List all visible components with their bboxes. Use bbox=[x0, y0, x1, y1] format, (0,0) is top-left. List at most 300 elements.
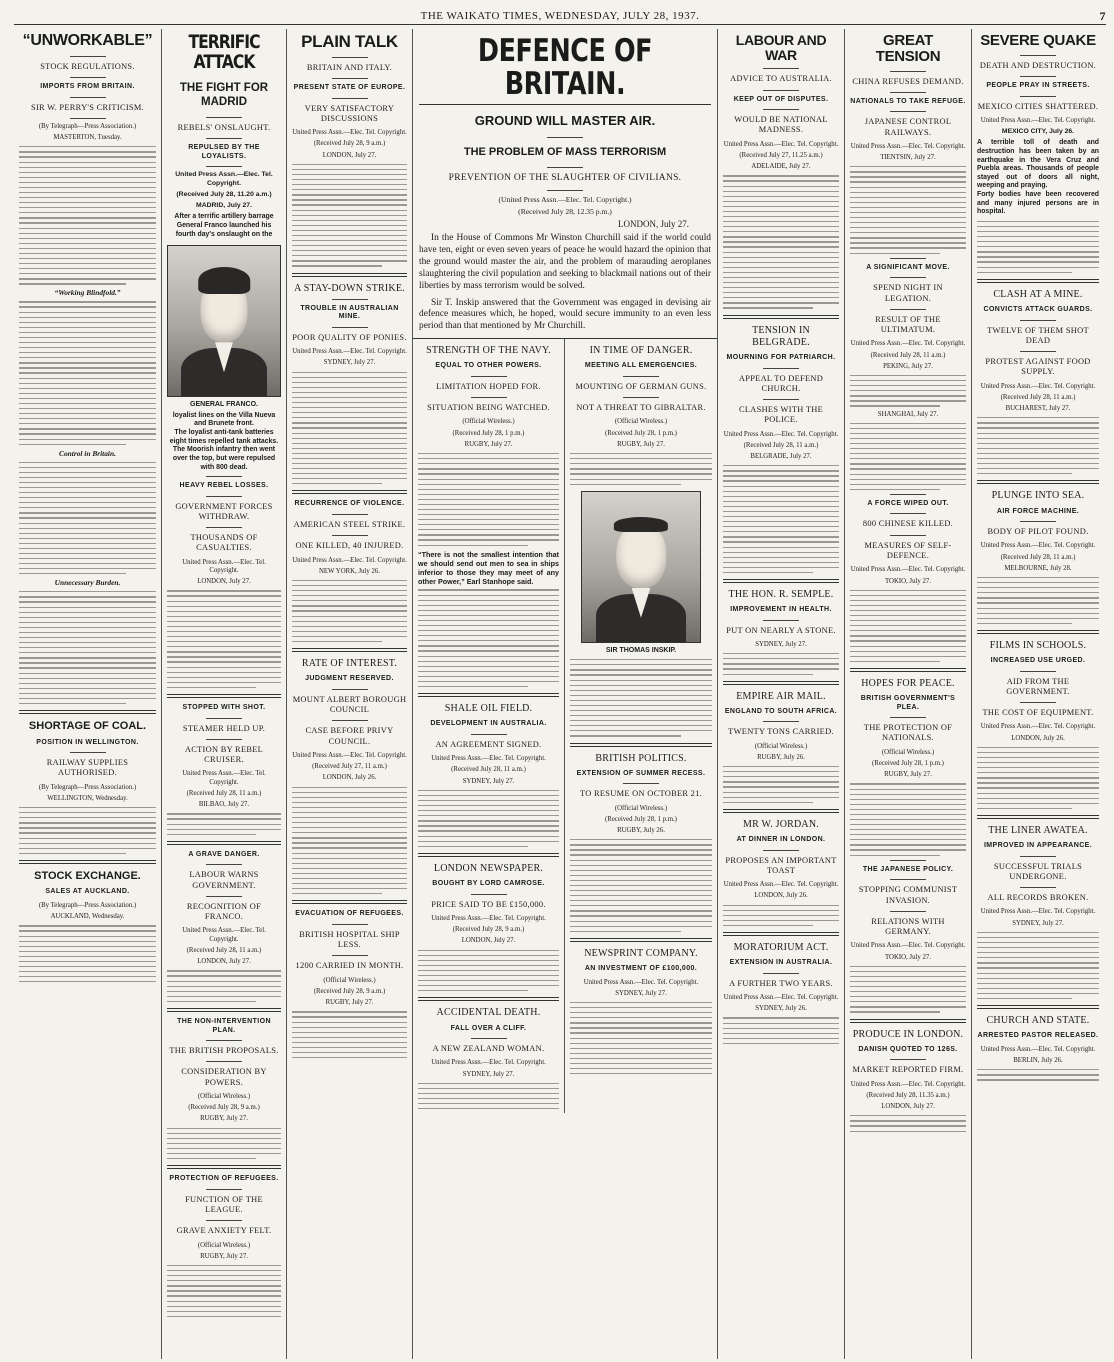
deck: EXTENSION IN AUSTRALIA. bbox=[729, 959, 833, 967]
headline-hopes-for-peace: HOPES FOR PEACE. bbox=[861, 677, 955, 689]
deck: MOUNTING OF GERMAN GUNS. bbox=[575, 381, 707, 391]
lead-article bbox=[413, 233, 717, 333]
article-text bbox=[723, 175, 839, 308]
dateline: BILBAO, July 27. bbox=[198, 801, 250, 809]
credit-line: United Press Assn.—Elec. Tel. Copyright. bbox=[850, 566, 966, 574]
credit-line: United Press Assn.—Elec. Tel. Copyright. bbox=[723, 994, 839, 1002]
headline-liner-awatea: THE LINER AWATEA. bbox=[988, 824, 1088, 836]
received-line: (Received July 28, 11 a.m.) bbox=[1000, 393, 1076, 401]
subheading: Control in Britain. bbox=[59, 448, 116, 458]
deck: THE PROTECTION OF NATIONALS. bbox=[863, 723, 953, 743]
article-text bbox=[570, 453, 712, 485]
deck: IMPROVEMENT IN HEALTH. bbox=[730, 606, 832, 614]
deck: EQUAL TO OTHER POWERS. bbox=[435, 362, 542, 370]
credit-line: United Press Assn.—Elec. Tel. Copyright. bbox=[723, 881, 839, 889]
article-text bbox=[19, 925, 156, 982]
deck: ALL RECORDS BROKEN. bbox=[987, 893, 1089, 903]
deck: CLASHES WITH THE POLICE. bbox=[738, 405, 824, 425]
article-text bbox=[418, 950, 559, 992]
dateline: BELGRADE, July 27. bbox=[750, 453, 812, 461]
headline-coal: SHORTAGE OF COAL. bbox=[28, 720, 147, 733]
column-1 bbox=[14, 29, 162, 1359]
article-text bbox=[19, 301, 156, 444]
deck: STOPPING COMMUNIST INVASION. bbox=[858, 885, 958, 905]
deck: MEASURES OF SELF-DEFENCE. bbox=[864, 540, 952, 560]
headline-strength-of-navy: STRENGTH OF THE NAVY. bbox=[426, 345, 551, 357]
deck: PROPOSES AN IMPORTANT TOAST bbox=[725, 855, 837, 875]
deck: DEVELOPMENT IN AUSTRALIA. bbox=[430, 720, 547, 728]
article-text bbox=[723, 653, 839, 675]
deck: BRITISH GOVERNMENT'S PLEA. bbox=[860, 695, 956, 711]
dateline: LONDON, July 27. bbox=[618, 219, 689, 230]
headline-accidental-death: ACCIDENTAL DEATH. bbox=[436, 1007, 541, 1019]
deck: BRITISH HOSPITAL SHIP LESS. bbox=[299, 929, 400, 950]
dateline: RUGBY, July 27. bbox=[200, 1252, 248, 1260]
article-text bbox=[850, 966, 966, 1013]
dateline: LONDON, July 27. bbox=[881, 1103, 935, 1111]
deck: IMPORTS FROM BRITAIN. bbox=[40, 83, 135, 91]
dateline: LONDON, July 26. bbox=[322, 774, 377, 782]
credit-line: (Official Wireless.) bbox=[323, 976, 376, 984]
article-text bbox=[570, 1002, 712, 1074]
deck: MOURNING FOR PATRIARCH. bbox=[726, 353, 836, 361]
portrait-photo bbox=[581, 491, 701, 643]
deck: JAPANESE CONTROL RAILWAYS. bbox=[864, 117, 952, 137]
article-text bbox=[19, 807, 156, 854]
dateline: BUCHAREST, July 27. bbox=[1005, 405, 1071, 413]
deck: GROUND WILL MASTER AIR. bbox=[474, 113, 656, 129]
subheading: “Working Blindfold.” bbox=[54, 288, 121, 298]
lead-paragraph: In the House of Commons Mr Winston Churchill said if the world could have ten, eight or even seven years of peace he would hazard the opinion that the ground would master the air, and the problem of marauding aeroplanes slaughtering the civil population and seeking to blackmail nations out of their liberties by mass terrorism would be solved. bbox=[419, 233, 711, 291]
deck: PREVENTION OF THE SLAUGHTER OF CIVILIANS. bbox=[448, 173, 682, 184]
credit-line: (United Press Assn.—Elec. Tel. Copyright.) bbox=[498, 194, 632, 204]
headline-moratorium: MORATORIUM ACT. bbox=[733, 942, 829, 954]
deck: FALL OVER A CLIFF. bbox=[450, 1024, 527, 1032]
received-line: (Received July 28, 11.20 a.m.) bbox=[176, 190, 272, 198]
deck: A FORCE WIPED OUT. bbox=[867, 499, 949, 507]
deck: LIMITATION HOPED FOR. bbox=[436, 381, 541, 391]
received-line: (Received July 28, 11 a.m.) bbox=[451, 766, 526, 774]
credit-line: United Press Assn.—Elec. Tel. Copyright. bbox=[980, 542, 1096, 550]
headline-british-politics: BRITISH POLITICS. bbox=[595, 752, 687, 764]
dateline: MASTERTON, Tuesday. bbox=[53, 134, 122, 142]
deck: AN AGREEMENT SIGNED. bbox=[435, 739, 542, 749]
masthead-line: THE WAIKATO TIMES, WEDNESDAY, JULY 28, 1937. bbox=[420, 10, 700, 22]
headline-plain-talk: PLAIN TALK bbox=[301, 32, 398, 51]
article-text bbox=[977, 221, 1099, 273]
article-text bbox=[850, 783, 966, 855]
deck: INCREASED USE URGED. bbox=[990, 657, 1086, 665]
article-text bbox=[418, 453, 559, 546]
credit-line: United Press Assn.—Elec. Tel. Copyright. bbox=[980, 723, 1096, 731]
received-line: (Received July 28, 11 a.m.) bbox=[1000, 553, 1076, 561]
deck: NATIONALS TO TAKE REFUGE. bbox=[850, 97, 966, 105]
headline-severe-quake: SEVERE QUAKE bbox=[980, 32, 1096, 49]
received-line: (Received July 28, 11 a.m.) bbox=[870, 351, 946, 359]
column-7 bbox=[972, 29, 1104, 1359]
deck: THE FIGHT FOR MADRID bbox=[179, 81, 269, 108]
headline-stay-down-strike: A STAY-DOWN STRIKE. bbox=[294, 282, 405, 294]
credit-line: United Press Assn.—Elec. Tel. Copyright. bbox=[723, 140, 839, 148]
deck: PRICE SAID TO BE £150,000. bbox=[431, 899, 546, 909]
dateline: LONDON, July 27. bbox=[197, 958, 251, 966]
deck: A SIGNIFICANT MOVE. bbox=[866, 263, 950, 271]
dateline: LONDON, July 27. bbox=[322, 151, 377, 159]
deck: MOUNT ALBERT BOROUGH COUNCIL bbox=[292, 694, 407, 715]
article-text bbox=[977, 1069, 1099, 1080]
credit-line: United Press Assn.—Elec. Tel. Copyright. bbox=[292, 129, 407, 137]
credit-line: (By Telegraph—Press Association.) bbox=[38, 122, 137, 130]
article-text bbox=[19, 591, 156, 704]
deck: VERY SATISFACTORY DISCUSSIONS bbox=[304, 103, 395, 123]
dateline: SYDNEY, July 27. bbox=[615, 989, 667, 997]
article-text bbox=[167, 813, 281, 835]
deck: A NEW ZEALAND WOMAN. bbox=[432, 1044, 545, 1054]
deck: 1200 CARRIED IN MONTH. bbox=[295, 961, 404, 971]
column-2 bbox=[162, 29, 287, 1359]
article-text bbox=[723, 905, 839, 927]
credit-line: (By Telegraph—Press Association.) bbox=[38, 901, 137, 909]
dateline: AUCKLAND, Wednesday. bbox=[50, 913, 125, 921]
deck: STOCK REGULATIONS. bbox=[40, 61, 135, 71]
pull-quote: “There is not the smallest intention that we should send out men to sea in ships inferior to those they may meet of any other Power,” Earl Stanhope said. bbox=[418, 549, 559, 586]
article-text bbox=[723, 766, 839, 803]
deck: AT DINNER IN LONDON. bbox=[736, 836, 826, 844]
credit-line: (Official Wireless.) bbox=[614, 804, 668, 812]
deck: AID FROM THE GOVERNMENT. bbox=[1006, 676, 1070, 696]
article-text bbox=[723, 1017, 839, 1044]
dateline: RUGBY, July 27. bbox=[464, 440, 513, 448]
deck: GOVERNMENT FORCES WITHDRAW. bbox=[175, 501, 273, 521]
article-text bbox=[292, 787, 407, 895]
deck: CONSIDERATION BY POWERS. bbox=[181, 1067, 267, 1087]
received-line: (Received July 28, 9 a.m.) bbox=[313, 987, 386, 995]
lead-subcolumns bbox=[413, 338, 717, 1113]
dateline: LONDON, July 26. bbox=[1011, 734, 1065, 742]
credit-line: United Press Assn.—Elec. Tel. Copyright. bbox=[182, 927, 266, 943]
article-text bbox=[167, 1128, 281, 1160]
headline-plunge-into-sea: PLUNGE INTO SEA. bbox=[991, 490, 1085, 502]
deck: PUT ON NEARLY A STONE. bbox=[726, 625, 836, 635]
received-line: (Received July 27, 11.25 a.m.) bbox=[739, 151, 823, 159]
credit-line: United Press Assn.—Elec. Tel. Copyright. bbox=[182, 558, 266, 574]
dateline: LONDON, July 26. bbox=[754, 892, 808, 900]
deck: RAILWAY SUPPLIES AUTHORISED. bbox=[46, 758, 129, 778]
headline-tension-in-belgrade: TENSION IN BELGRADE. bbox=[752, 324, 810, 348]
dateline: MEXICO CITY, July 26. bbox=[1001, 128, 1075, 136]
deck: MEETING ALL EMERGENCIES. bbox=[584, 362, 698, 370]
article-text bbox=[292, 580, 407, 642]
credit-line: United Press Assn.—Elec. Tel. Copyright. bbox=[292, 556, 407, 564]
dateline: MADRID, July 27. bbox=[196, 202, 252, 210]
credit-line: United Press Assn.—Elec. Tel. Copyright. bbox=[980, 1045, 1096, 1053]
article-text bbox=[850, 375, 966, 407]
deck: GRAVE ANXIETY FELT. bbox=[176, 1226, 272, 1236]
article-text bbox=[19, 462, 156, 575]
deck: APPEAL TO DEFEND CHURCH. bbox=[738, 373, 824, 393]
deck: IMPROVED IN APPEARANCE. bbox=[983, 842, 1093, 850]
credit-line: United Press Assn.—Elec. Tel. Copyright. bbox=[431, 1059, 546, 1067]
deck: A GRAVE DANGER. bbox=[188, 850, 260, 858]
dateline: SYDNEY, July 27. bbox=[755, 641, 807, 649]
lead-paragraph: A terrible toll of death and destruction has been taken by an earthquake in the Vera Cruz and Puebla areas. Thousands of people stayed out of doors all night, weeping and praying. bbox=[977, 139, 1099, 190]
article-text bbox=[723, 465, 839, 573]
received-line: (Received July 27, 11 a.m.) bbox=[312, 763, 387, 771]
deck: STOPPED WITH SHOT. bbox=[182, 704, 266, 712]
credit-line: United Press Assn.—Elec. Tel. Copyright. bbox=[850, 1080, 966, 1088]
credit-line: United Press Assn.—Elec. Tel. Copyright. bbox=[723, 430, 839, 438]
dateline: TIENTSIN, July 27. bbox=[880, 154, 936, 162]
article-text bbox=[418, 589, 559, 687]
deck: CHINA REFUSES DEMAND. bbox=[852, 76, 964, 86]
dateline: WELLINGTON, Wednesday. bbox=[47, 794, 128, 802]
credit-line: (Official Wireless.) bbox=[754, 742, 808, 750]
dateline: TOKIO, July 27. bbox=[885, 953, 931, 961]
article-text bbox=[19, 146, 156, 284]
subcolumn-left bbox=[413, 339, 565, 1113]
deck: PROTECTION OF REFUGEES. bbox=[169, 1175, 279, 1183]
dateline: RUGBY, July 27. bbox=[200, 1115, 248, 1123]
dateline: ADELAIDE, July 27. bbox=[751, 163, 811, 171]
deck: MARKET REPORTED FIRM. bbox=[852, 1065, 964, 1075]
lead-paragraph: After a terrific artillery barrage General Franco launched his fourth day's onslaught on the bbox=[174, 213, 274, 238]
deck: LABOUR WARNS GOVERNMENT. bbox=[189, 870, 259, 890]
received-line: (Received July 28, 1 p.m.) bbox=[872, 759, 944, 767]
deck: POOR QUALITY OF PONIES. bbox=[292, 332, 407, 342]
headline-unworkable: “UNWORKABLE” bbox=[22, 32, 153, 49]
deck: REBELS' ONSLAUGHT. bbox=[177, 122, 271, 132]
headline-stock-exchange: STOCK EXCHANGE. bbox=[34, 869, 141, 882]
deck: POSITION IN WELLINGTON. bbox=[36, 738, 139, 746]
deck: TWENTY TONS CARRIED. bbox=[728, 727, 834, 737]
deck: ACTION BY REBEL CRUISER. bbox=[184, 744, 264, 765]
dateline: RUGBY, July 27. bbox=[617, 440, 665, 448]
dateline: NEW YORK, July 26. bbox=[319, 567, 380, 575]
headline-newsprint-company: NEWSPRINT COMPANY. bbox=[584, 947, 698, 959]
received-line: (Received July 28, 11 a.m.) bbox=[743, 441, 819, 449]
deck: TWELVE OF THEM SHOT DEAD bbox=[987, 325, 1089, 345]
received-line: (Received July 28, 1 p.m.) bbox=[452, 429, 525, 437]
dateline: SYDNEY, July 27. bbox=[323, 359, 376, 367]
credit-line: United Press Assn.—Elec. Tel. Copyright. bbox=[850, 142, 966, 150]
credit-line: United Press Assn.—Elec. Tel. Copyright. bbox=[583, 978, 699, 986]
headline-semple: THE HON. R. SEMPLE. bbox=[728, 589, 834, 601]
dateline: SYDNEY, July 26. bbox=[755, 1005, 807, 1013]
deck: AN INVESTMENT OF £100,000. bbox=[584, 965, 698, 973]
headline-empire-air-mail: EMPIRE AIR MAIL. bbox=[736, 690, 826, 702]
article-text bbox=[977, 577, 1099, 624]
deck: JUDGMENT RESERVED. bbox=[305, 675, 394, 683]
headline-london-newspaper: LONDON NEWSPAPER. bbox=[433, 862, 544, 874]
headline-clash-at-mine: CLASH AT A MINE. bbox=[993, 288, 1083, 300]
column-3 bbox=[287, 29, 413, 1359]
article-text bbox=[292, 164, 407, 267]
dateline: BERLIN, July 26. bbox=[1013, 1057, 1063, 1065]
lead-paragraph: The loyalist anti-tank batteries eight times repelled tank attacks. The Moorish infantry then went over the top, but were repulsed with 800 dead. bbox=[169, 429, 279, 471]
column-5 bbox=[718, 29, 845, 1359]
deck: ENGLAND TO SOUTH AFRICA. bbox=[724, 707, 838, 715]
credit-line: United Press Assn.—Elec. Tel. Copyright. bbox=[182, 770, 266, 786]
deck: SALES AT AUCKLAND. bbox=[45, 888, 130, 896]
article-text bbox=[850, 166, 966, 254]
credit-line: (Official Wireless.) bbox=[197, 1092, 251, 1100]
deck: FUNCTION OF THE LEAGUE. bbox=[185, 1194, 263, 1215]
deck: A FURTHER TWO YEARS. bbox=[729, 978, 833, 988]
deck: HEAVY REBEL LOSSES. bbox=[179, 482, 269, 490]
article-text bbox=[292, 1011, 407, 1058]
deck: TO RESUME ON OCTOBER 21. bbox=[579, 789, 703, 799]
dateline: LONDON, July 27. bbox=[461, 937, 516, 945]
deck: THE BRITISH PROPOSALS. bbox=[169, 1046, 279, 1056]
credit-line: United Press Assn.—Elec. Tel. Copyright. bbox=[980, 382, 1096, 390]
deck: SITUATION BEING WATCHED. bbox=[427, 403, 550, 413]
dateline: SYDNEY, July 27. bbox=[1012, 919, 1064, 927]
dateline: RUGBY, July 27. bbox=[325, 999, 374, 1007]
article-text bbox=[977, 932, 1099, 999]
credit-line: (Official Wireless.) bbox=[462, 418, 515, 426]
deck: DEATH AND DESTRUCTION. bbox=[979, 60, 1097, 70]
deck: RECOGNITION OF FRANCO. bbox=[186, 901, 262, 922]
article-text bbox=[977, 417, 1099, 474]
photo-caption: GENERAL FRANCO. bbox=[190, 401, 258, 409]
headline-church-and-state: CHURCH AND STATE. bbox=[986, 1015, 1090, 1027]
article-text bbox=[292, 372, 407, 485]
deck: PRESENT STATE OF EUROPE. bbox=[293, 84, 406, 92]
deck: ONE KILLED, 40 INJURED. bbox=[295, 541, 404, 551]
credit-line: (Official Wireless.) bbox=[197, 1241, 251, 1249]
article-text bbox=[167, 1265, 281, 1317]
deck: MEXICO CITIES SHATTERED. bbox=[977, 101, 1099, 111]
deck: EVACUATION OF REFUGEES. bbox=[295, 910, 404, 918]
dateline: LONDON, July 27. bbox=[197, 578, 251, 586]
headline-in-time-of-danger: IN TIME OF DANGER. bbox=[589, 345, 693, 357]
deck: CONVICTS ATTACK GUARDS. bbox=[983, 306, 1093, 314]
lead-paragraph: Forty bodies have been recovered and many injured persons are in hospital. bbox=[977, 191, 1099, 216]
deck: EXTENSION OF SUMMER RECESS. bbox=[576, 769, 706, 777]
dateline: RUGBY, July 27. bbox=[884, 771, 932, 779]
credit-line: United Press Assn.—Elec. Tel. Copyright. bbox=[292, 348, 407, 356]
article-text bbox=[570, 839, 712, 932]
dateline: RUGBY, July 26. bbox=[617, 827, 665, 835]
deck: BODY OF PILOT FOUND. bbox=[987, 527, 1089, 537]
article-text bbox=[850, 1115, 966, 1131]
deck: RELATIONS WITH GERMANY. bbox=[871, 916, 945, 936]
deck: SUCCESSFUL TRIALS UNDERGONE. bbox=[993, 861, 1083, 881]
deck: AMERICAN STEEL STRIKE. bbox=[293, 520, 406, 529]
headline-rate-of-interest: RATE OF INTEREST. bbox=[301, 658, 398, 670]
credit-line: (Official Wireless.) bbox=[614, 418, 668, 426]
received-line: (Received July 28, 9 a.m.) bbox=[313, 140, 386, 148]
photo-caption: SIR THOMAS INSKIP. bbox=[605, 646, 677, 654]
deck: WOULD BE NATIONAL MADNESS. bbox=[734, 115, 828, 135]
deck: SPEND NIGHT IN LEGATION. bbox=[873, 283, 943, 303]
received-line: (Received July 28, 9 a.m.) bbox=[188, 1104, 260, 1112]
dateline: TOKIO, July 27. bbox=[885, 577, 931, 585]
received-line: (Received July 28, 11 a.m.) bbox=[186, 789, 262, 797]
deck: DANISH QUOTED TO 126S. bbox=[858, 1045, 958, 1053]
credit-line: (By Telegraph—Press Association.) bbox=[38, 783, 137, 791]
deck: RESULT OF THE ULTIMATUM. bbox=[875, 314, 941, 335]
columns bbox=[14, 29, 1106, 1359]
headline-terrific-attack: TERRIFIC ATTACK bbox=[188, 31, 260, 73]
column-lead bbox=[413, 29, 718, 1359]
subcolumn-right bbox=[565, 339, 717, 1113]
deck: THE NON-INTERVENTION PLAN. bbox=[177, 1018, 271, 1034]
received-line: (Received July 28, 1 p.m.) bbox=[605, 815, 677, 823]
deck: PEOPLE PRAY IN STREETS. bbox=[986, 82, 1090, 89]
lead-paragraph: Sir T. Inskip answered that the Government was engaged in devising air defence measures which, he hoped, would secure immunity to an even less period than that mentioned by Mr Churchill. bbox=[419, 297, 711, 332]
deck: 800 CHINESE KILLED. bbox=[862, 519, 954, 529]
deck: KEEP OUT OF DISPUTES. bbox=[733, 95, 829, 103]
deck: AIR FORCE MACHINE. bbox=[996, 507, 1080, 515]
deck: TROUBLE IN AUSTRALIAN MINE. bbox=[300, 304, 399, 321]
page-number: 7 bbox=[1099, 8, 1106, 23]
deck: ARRESTED PASTOR RELEASED. bbox=[977, 1032, 1099, 1040]
lead-paragraph: loyalist lines on the Villa Nueva and Brunete front. bbox=[172, 411, 276, 428]
received-line: (Received July 28, 12.35 p.m.) bbox=[518, 207, 612, 217]
headline-films-in-schools: FILMS IN SCHOOLS. bbox=[989, 639, 1087, 651]
deck: PROTEST AGAINST FOOD SUPPLY. bbox=[985, 357, 1091, 377]
credit-line: United Press Assn.—Elec. Tel. Copyright. bbox=[292, 751, 407, 759]
article-text bbox=[167, 970, 281, 1002]
headline-shale-oil: SHALE OIL FIELD. bbox=[444, 703, 533, 715]
headline-labour-and-war: LABOUR AND WAR bbox=[735, 32, 827, 63]
portrait-photo bbox=[167, 245, 281, 397]
article-text bbox=[418, 1083, 559, 1110]
headline-great-tension: GREAT TENSION bbox=[875, 32, 941, 65]
received-line: (Received July 28, 1 p.m.) bbox=[605, 429, 677, 437]
headline-jordan: MR W. JORDAN. bbox=[743, 818, 819, 830]
credit-line: United Press Assn.—Elec. Tel. Copyright. bbox=[431, 755, 546, 763]
subheading: Unnecessary Burden. bbox=[54, 578, 121, 588]
dateline: SYDNEY, July 27. bbox=[462, 1070, 515, 1078]
deck: THOUSANDS OF CASUALTIES. bbox=[190, 533, 258, 553]
received-line: (Received July 28, 11.35 a.m.) bbox=[866, 1091, 950, 1099]
credit-line: United Press Assn.—Elec. Tel. Copyright. bbox=[175, 171, 273, 187]
credit-line: United Press Assn.—Elec. Tel. Copyright. bbox=[850, 942, 966, 950]
deck: BOUGHT BY LORD CAMROSE. bbox=[432, 880, 545, 888]
article-text bbox=[850, 590, 966, 662]
received-line: (Received July 28, 9 a.m.) bbox=[452, 926, 525, 934]
dateline: PEKING, July 27. bbox=[883, 362, 933, 370]
dateline: MELBOURNE, July 28. bbox=[1004, 564, 1072, 572]
credit-line: United Press Assn.—Elec. Tel. Copyright. bbox=[850, 340, 966, 348]
credit-line: (Official Wireless.) bbox=[881, 748, 935, 756]
received-line: (Received July 28, 11 a.m.) bbox=[186, 946, 262, 954]
credit-line: United Press Assn.—Elec. Tel. Copyright. bbox=[980, 116, 1096, 124]
deck: THE PROBLEM OF MASS TERRORISM bbox=[463, 145, 667, 158]
credit-line: United Press Assn.—Elec. Tel. Copyright. bbox=[431, 914, 546, 922]
headline-defence-of-britain: DEFENCE OF BRITAIN. bbox=[477, 33, 653, 102]
deck: STEAMER HELD UP. bbox=[182, 723, 266, 733]
article-text bbox=[977, 747, 1099, 809]
dateline: SHANGHAI, July 27. bbox=[877, 410, 939, 418]
credit-line: United Press Assn.—Elec. Tel. Copyright. bbox=[980, 908, 1096, 916]
deck: THE JAPANESE POLICY. bbox=[862, 865, 954, 873]
deck: REPULSED BY THE LOYALISTS. bbox=[188, 144, 260, 160]
article-text bbox=[167, 590, 281, 688]
deck: ADVICE TO AUSTRALIA. bbox=[730, 74, 832, 84]
dateline: SYDNEY, July 27. bbox=[462, 777, 515, 785]
deck: BRITAIN AND ITALY. bbox=[306, 62, 393, 72]
folio-bar bbox=[14, 8, 1106, 25]
deck: NOT A THREAT TO GIBRALTAR. bbox=[576, 403, 706, 413]
article-text bbox=[850, 423, 966, 490]
deck: RECURRENCE OF VIOLENCE. bbox=[294, 500, 405, 508]
dateline: RUGBY, July 26. bbox=[757, 753, 805, 761]
article-text bbox=[570, 659, 712, 736]
column-6 bbox=[845, 29, 972, 1359]
